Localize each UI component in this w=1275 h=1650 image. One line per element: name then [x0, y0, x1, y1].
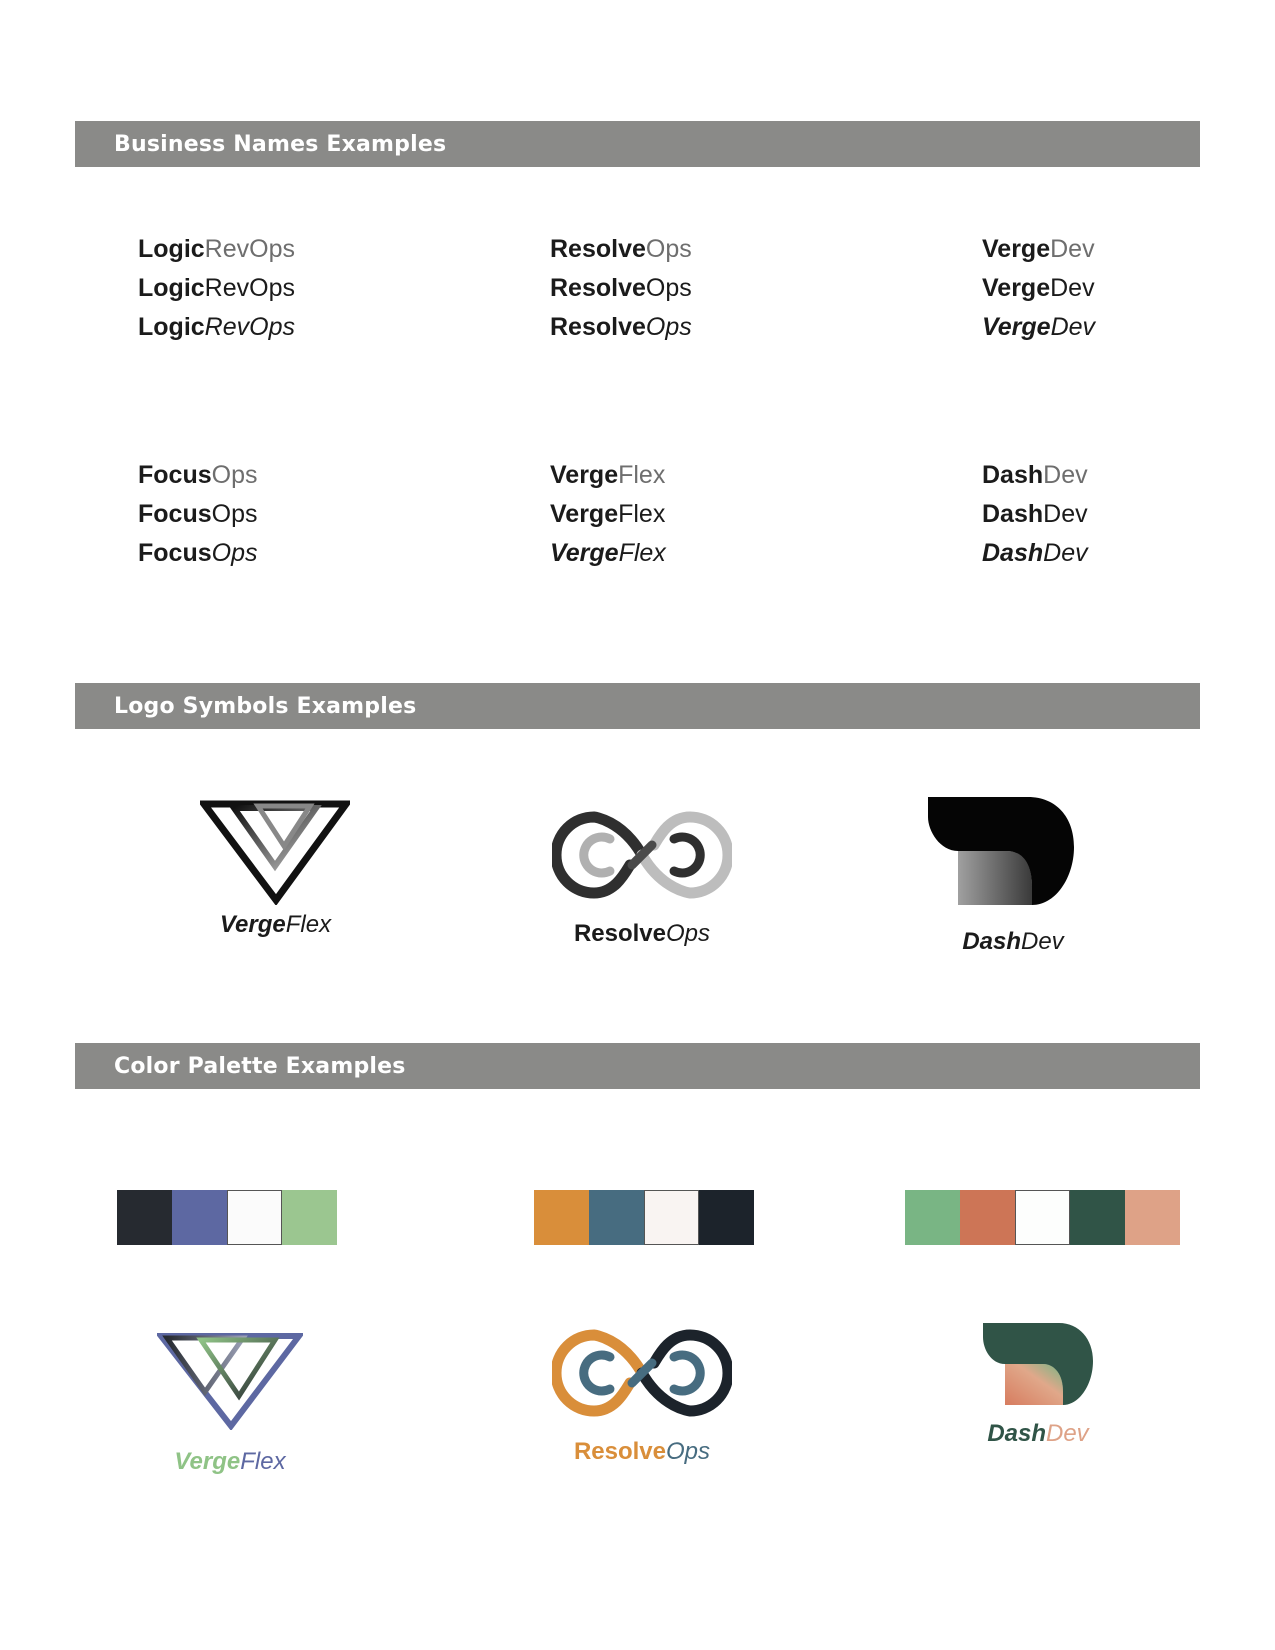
section-title: Business Names Examples	[114, 131, 447, 157]
color-swatch	[227, 1190, 282, 1245]
section-header-business-names	[75, 121, 1200, 167]
name-variant-italic: LogicRevOps	[138, 313, 295, 341]
name-variant-light: VergeFlex	[550, 461, 666, 489]
name-variant-regular: LogicRevOps	[138, 274, 295, 302]
logo-caption-resolveops: ResolveOps	[573, 920, 711, 947]
name-variant-regular: FocusOps	[138, 500, 258, 528]
color-swatch	[1125, 1190, 1180, 1245]
name-variant-light: FocusOps	[138, 461, 258, 489]
logo-caption-vergeflex: VergeFlex	[219, 911, 332, 938]
color-swatch	[699, 1190, 754, 1245]
logo-caption-dashdev: DashDev	[962, 928, 1064, 955]
logo-caption-dashdev-color: DashDev	[987, 1420, 1089, 1447]
resolve-ops-infinity-icon	[552, 805, 732, 905]
color-swatch	[282, 1190, 337, 1245]
dash-dev-d-icon	[928, 797, 1074, 905]
color-swatch	[960, 1190, 1015, 1245]
section-header-logo-symbols	[75, 683, 1200, 729]
name-variant-italic: VergeDev	[982, 313, 1096, 341]
name-variant-light: VergeDev	[982, 235, 1095, 263]
name-variant-regular: VergeDev	[982, 274, 1095, 302]
color-swatch	[1070, 1190, 1125, 1245]
name-variant-italic: ResolveOps	[550, 313, 692, 341]
name-variant-regular: ResolveOps	[550, 274, 692, 302]
dash-dev-d-color-icon	[983, 1323, 1093, 1405]
name-example-vergeflex	[550, 456, 666, 573]
section-title: Color Palette Examples	[114, 1053, 406, 1079]
name-variant-regular: VergeFlex	[550, 500, 666, 528]
name-variant-regular: DashDev	[982, 500, 1088, 528]
name-example-vergedev	[982, 230, 1095, 347]
name-variant-italic: DashDev	[982, 539, 1088, 567]
name-variant-light: DashDev	[982, 461, 1088, 489]
section-title: Logo Symbols Examples	[114, 693, 417, 719]
name-example-logicrevops	[138, 230, 295, 347]
name-variant-italic: VergeFlex	[550, 539, 666, 567]
verge-flex-w-icon	[200, 800, 350, 905]
color-palette-dashdev	[905, 1190, 1180, 1245]
resolve-ops-infinity-color-icon	[552, 1323, 732, 1423]
logo-caption-resolveops-color: ResolveOps	[573, 1438, 711, 1465]
section-header-color-palette	[75, 1043, 1200, 1089]
color-swatch	[905, 1190, 960, 1245]
color-swatch	[172, 1190, 227, 1245]
color-swatch	[1015, 1190, 1070, 1245]
color-swatch	[534, 1190, 589, 1245]
logo-caption-vergeflex-color: VergeFlex	[174, 1448, 286, 1475]
color-swatch	[644, 1190, 699, 1245]
name-variant-light: ResolveOps	[550, 235, 692, 263]
name-example-resolveops	[550, 230, 692, 347]
color-swatch	[589, 1190, 644, 1245]
verge-flex-w-color-icon	[157, 1332, 303, 1430]
name-variant-italic: FocusOps	[138, 539, 258, 567]
color-palette-vergeflex	[117, 1190, 337, 1245]
name-example-dashdev	[982, 456, 1088, 573]
name-variant-light: LogicRevOps	[138, 235, 295, 263]
color-swatch	[117, 1190, 172, 1245]
color-palette-resolveops	[534, 1190, 754, 1245]
name-example-focusops	[138, 456, 257, 573]
